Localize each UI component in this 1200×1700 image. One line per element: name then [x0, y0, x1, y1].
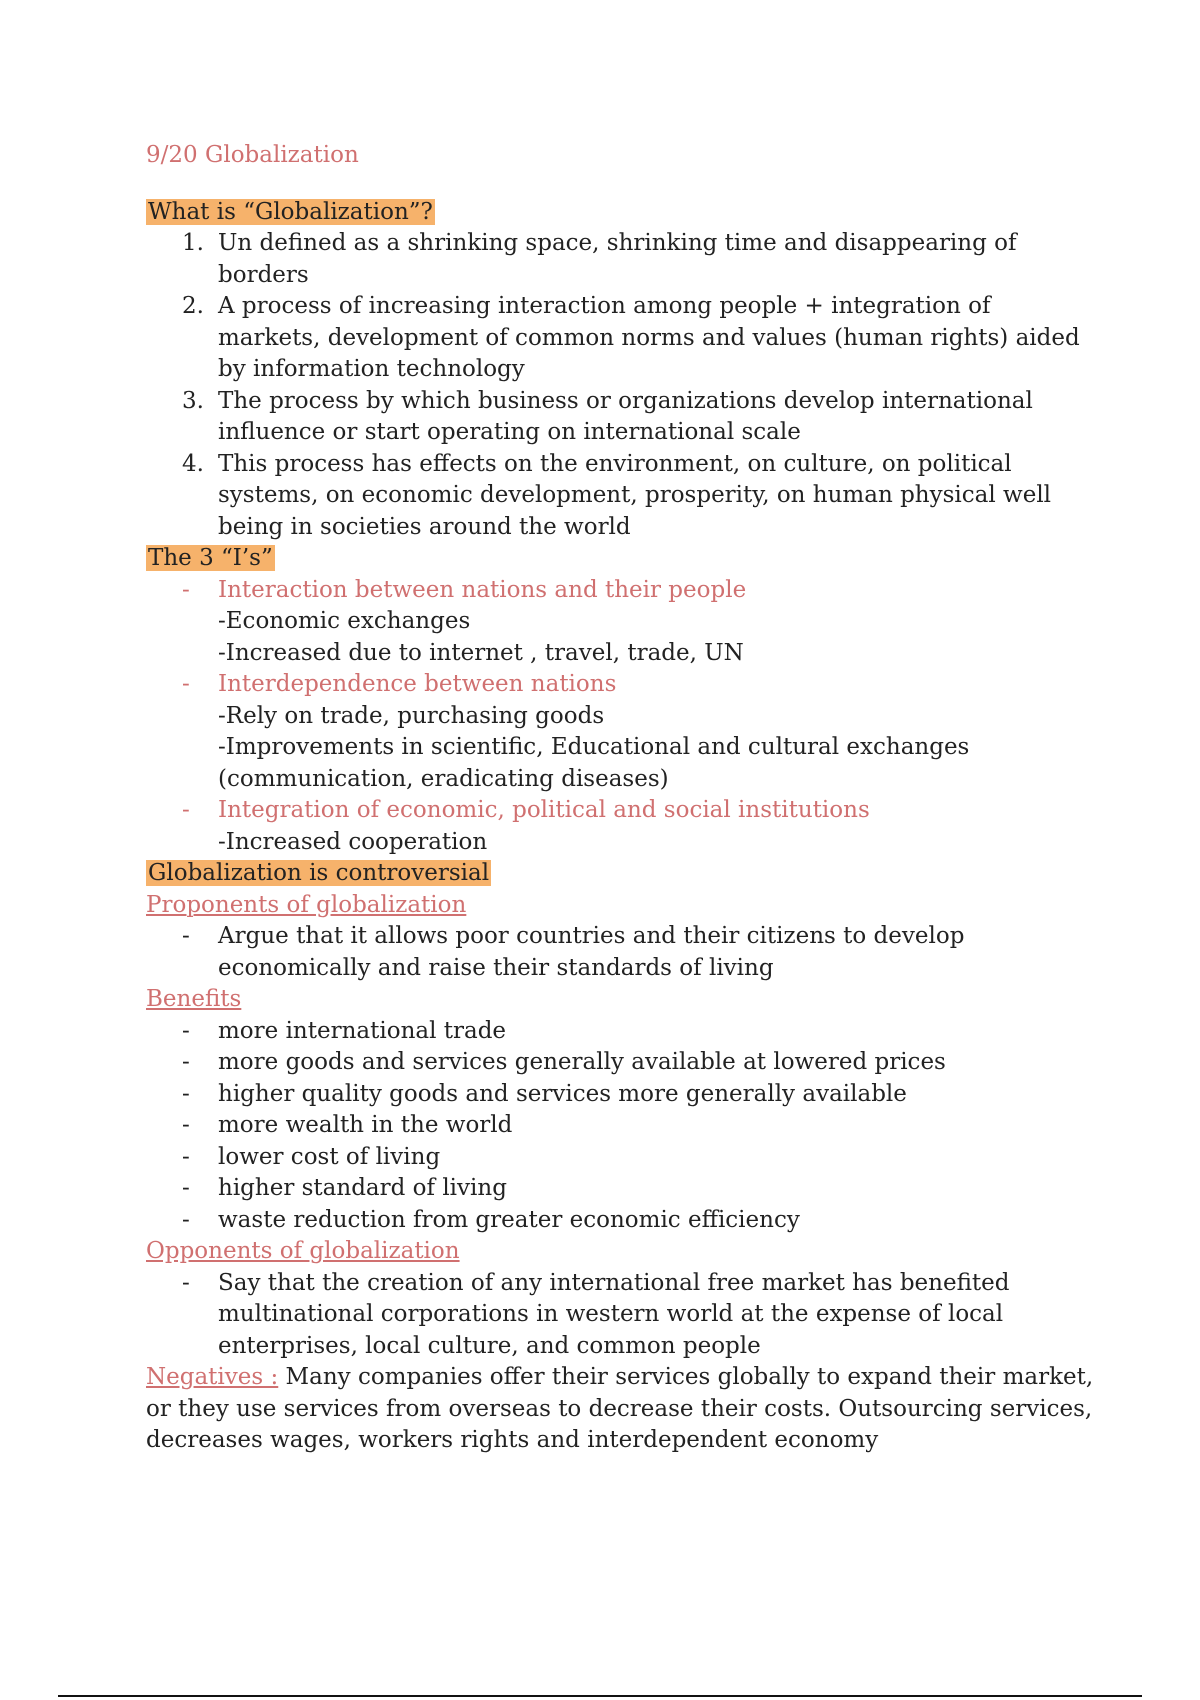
note: -Rely on trade, purchasing goods	[218, 702, 605, 729]
section-heading: Globalization is controversial	[148, 860, 490, 886]
benefits-heading: Benefits	[146, 986, 242, 1012]
section-three-is	[146, 543, 1096, 575]
list-item: - Say that the creation of any international free market has benefited multinational corporations in western world at the expense of local enterprises, local culture, and common people	[182, 1269, 1010, 1359]
opponents-heading: Opponents of globalization	[146, 1238, 460, 1264]
benefits-list	[146, 1016, 1096, 1237]
list-item: - Argue that it allows poor countries and their citizens to develop economically and raise their standards of living	[182, 923, 965, 981]
section-heading: The 3 “I’s”	[148, 545, 273, 571]
negatives-text: Many companies offer their services globally to expand their market, or they use services from overseas to decrease their costs. Outsourcing services, decreases wages, workers rights and interdependent economy	[146, 1364, 1094, 1453]
list-item: - higher standard of living	[182, 1175, 507, 1201]
list-item: - Interaction between nations and their people	[182, 576, 747, 603]
document-page	[146, 140, 1096, 1457]
page-bottom-rule	[58, 1695, 1142, 1697]
list-item: 1. Un defined as a shrinking space, shrinking time and disappearing of borders	[182, 230, 1017, 288]
list-item: - more goods and services generally available at lowered prices	[182, 1049, 946, 1075]
note: -Increased due to internet , travel, trade, UN	[218, 639, 744, 666]
list-item: - lower cost of living	[182, 1143, 441, 1170]
list-item: - Interdependence between nations	[182, 671, 617, 697]
list-item: - more wealth in the world	[182, 1112, 513, 1138]
list-item: 3. The process by which business or organizations develop international influence or start operating on international scale	[182, 387, 1033, 445]
list-item: 2. A process of increasing interaction among people + integration of markets, development of common norms and values (human rights) aided by information technology	[182, 293, 1080, 382]
list-item: - higher quality goods and services more generally available	[182, 1080, 907, 1107]
opponents-list	[146, 1268, 1096, 1363]
list-item: - Integration of economic, political and social institutions	[182, 797, 870, 823]
list-item: 4. This process has effects on the environment, on culture, on political systems, on economic development, prosperity, on human physical well being in societies around the world	[182, 450, 1052, 540]
definition-list	[146, 228, 1096, 543]
page-title: 9/20 Globalization	[146, 142, 359, 168]
proponents-list	[146, 921, 1096, 984]
list-item: - more international trade	[182, 1017, 507, 1044]
negatives-paragraph	[146, 1362, 1096, 1457]
three-is-list	[146, 575, 1096, 859]
negatives-label: Negatives :	[146, 1364, 279, 1390]
section-controversial	[146, 858, 1096, 890]
proponents-heading: Proponents of globalization	[146, 891, 467, 918]
note: -Improvements in scientific, Educational and cultural exchanges (communication, eradicating diseases)	[218, 734, 970, 792]
section-heading: What is “Globalization”?	[148, 198, 433, 225]
section-what-is-globalization	[146, 197, 1096, 229]
note: -Economic exchanges	[218, 608, 471, 634]
list-item: - waste reduction from greater economic efficiency	[182, 1206, 800, 1233]
note: -Increased cooperation	[218, 828, 488, 855]
